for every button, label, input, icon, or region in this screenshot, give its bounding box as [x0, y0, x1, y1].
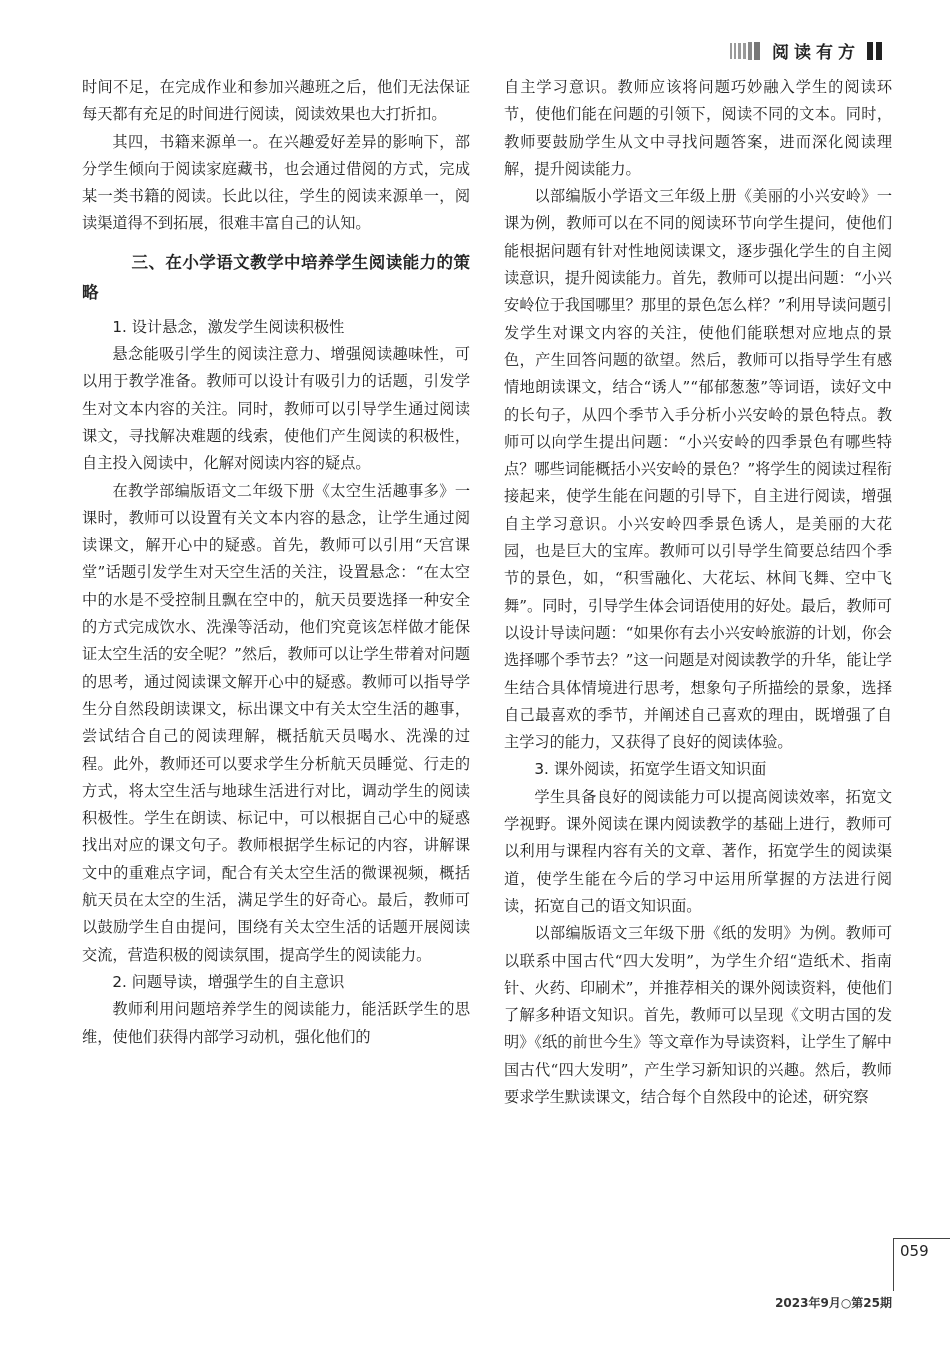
subsection-heading: 1. 设计悬念，激发学生阅读积极性: [112, 317, 345, 336]
subsection-heading: 3. 课外阅读，拓宽学生语文知识面: [534, 760, 767, 779]
right-column: [504, 74, 892, 1111]
header-bars-left-icon: [730, 42, 762, 60]
column-title: 阅读有方: [772, 43, 860, 63]
subsection-heading: 2. 问题导读，增强学生的自主意识: [112, 972, 345, 991]
page-number: 059: [900, 1242, 929, 1260]
left-column: [82, 74, 470, 1051]
running-header: [730, 38, 882, 63]
issue-info: 2023年9月○第25期: [775, 1296, 892, 1310]
paragraph: 以部编版小学语文三年级上册《美丽的小兴安岭》一课为例，教师可以在不同的阅读环节向学生提问，使他们能根据问题有针对性地阅读课文，逐步强化学生的自主阅读意识，提升阅读能力。首先，教师可以提出问题：“小兴安岭位于我国哪里？那里的景色怎么样？”利用导读问题引发学生对课文内容的关注，使他们能联想对应地点的景色，产生回答问题的欲望。然后，教师可以指导学生有感情地朗读课文，结合“诱人”“郁郁葱葱”等词语，读好文中的长句子，从四个季节入手分析小兴安岭的景色特点。教师可以向学生提出问题：“小兴安岭的四季景色有哪些特点？哪些词能概括小兴安岭的景色？”将学生的阅读过程衔接起来，使学生能在问题的引导下，自主进行阅读，增强自主学习意识。小兴安岭四季景色诱人，是美丽的大花园，也是巨大的宝库。教师可以引导学生简要总结四个季节的景色，如，“积雪融化、大花坛、林间飞舞、空中飞舞”。同时，引导学生体会词语使用的好处。最后，教师可以设计导读问题：“如果你有去小兴安岭旅游的计划，你会选择哪个季节去？”这一问题是对阅读教学的升华，能让学生结合具体情境进行思考，想象句子所描绘的景象，选择自己最喜欢的季节，并阐述自己喜欢的理由，既增强了自主学习的能力，又获得了良好的阅读体验。: [504, 187, 892, 752]
paragraph: 自主学习意识。教师应该将问题巧妙融入学生的阅读环节，使他们能在问题的引领下，阅读不同的文本。同时，教师要鼓励学生从文中寻找问题答案，进而深化阅读理解，提升阅读能力。: [504, 78, 892, 178]
paragraph: 学生具备良好的阅读能力可以提高阅读效率，拓宽文学视野。课外阅读在课内阅读教学的基础上进行，教师可以利用与课程内容有关的文章、著作，拓宽学生的阅读渠道，使学生能在今后的学习中运用所掌握的方法进行阅读，拓宽自己的语文知识面。: [504, 787, 892, 915]
paragraph: 悬念能吸引学生的阅读注意力、增强阅读趣味性，可以用于教学准备。教师可以设计有吸引力的话题，引发学生对文本内容的关注。同时，教师可以引导学生通过阅读课文，寻找解决难题的线索，使他们产生阅读的积极性，自主投入阅读中，化解对阅读内容的疑点。: [82, 345, 470, 473]
paragraph: 在教学部编版语文二年级下册《太空生活趣事多》一课时，教师可以设置有关文本内容的悬念，让学生通过阅读课文，解开心中的疑惑。首先，教师可以引用“天宫课堂”话题引发学生对天空生活的关注，设置悬念：“在太空中的水是不受控制且飘在空中的，航天员要选择一种安全的方式完成饮水、洗澡等活动，他们究竟该怎样做才能保证太空生活的安全呢？”然后，教师可以让学生带着对问题的思考，通过阅读课文解开心中的疑惑。教师可以指导学生分自然段朗读课文，标出课文中有关太空生活的趣事，尝试结合自己的阅读理解，概括航天员喝水、洗澡的过程。此外，教师还可以要求学生分析航天员睡觉、行走的方式，将太空生活与地球生活进行对比，调动学生的阅读积极性。学生在朗读、标记中，可以根据自己心中的疑惑找出对应的课文句子。教师根据学生标记的内容，讲解课文中的重难点字词，配合有关太空生活的微课视频，概括航天员在太空的生活，满足学生的好奇心。最后，教师可以鼓励学生自由提问，围绕有关太空生活的话题开展阅读交流，营造积极的阅读氛围，提高学生的阅读能力。: [82, 481, 470, 964]
section-heading: 三、在小学语文教学中培养学生阅读能力的策略: [82, 252, 470, 302]
paragraph: 其四，书籍来源单一。在兴趣爱好差异的影响下，部分学生倾向于阅读家庭藏书，也会通过借阅的方式，完成某一类书籍的阅读。长此以往，学生的阅读来源单一，阅读渠道得不到拓展，很难丰富自己的认知。: [82, 132, 470, 233]
paragraph: 以部编版语文三年级下册《纸的发明》为例。教师可以联系中国古代“四大发明”，为学生介绍“造纸术、指南针、火药、印刷术”，并推荐相关的课外阅读资料，使他们了解多种语文知识。首先，教师可以呈现《文明古国的发明》《纸的前世今生》等文章作为导读资料，让学生了解中国古代“四大发明”，产生学习新知识的兴趣。然后，教师要求学生默读课文，结合每个自然段中的论述，研究察: [504, 924, 892, 1106]
paragraph: 时间不足，在完成作业和参加兴趣班之后，他们无法保证每天都有充足的时间进行阅读，阅读效果也大打折扣。: [82, 78, 470, 124]
paragraph: 教师利用问题培养学生的阅读能力，能活跃学生的思维，使他们获得内部学习动机，强化他们的: [82, 1000, 470, 1046]
header-bars-right-icon: [864, 42, 882, 60]
